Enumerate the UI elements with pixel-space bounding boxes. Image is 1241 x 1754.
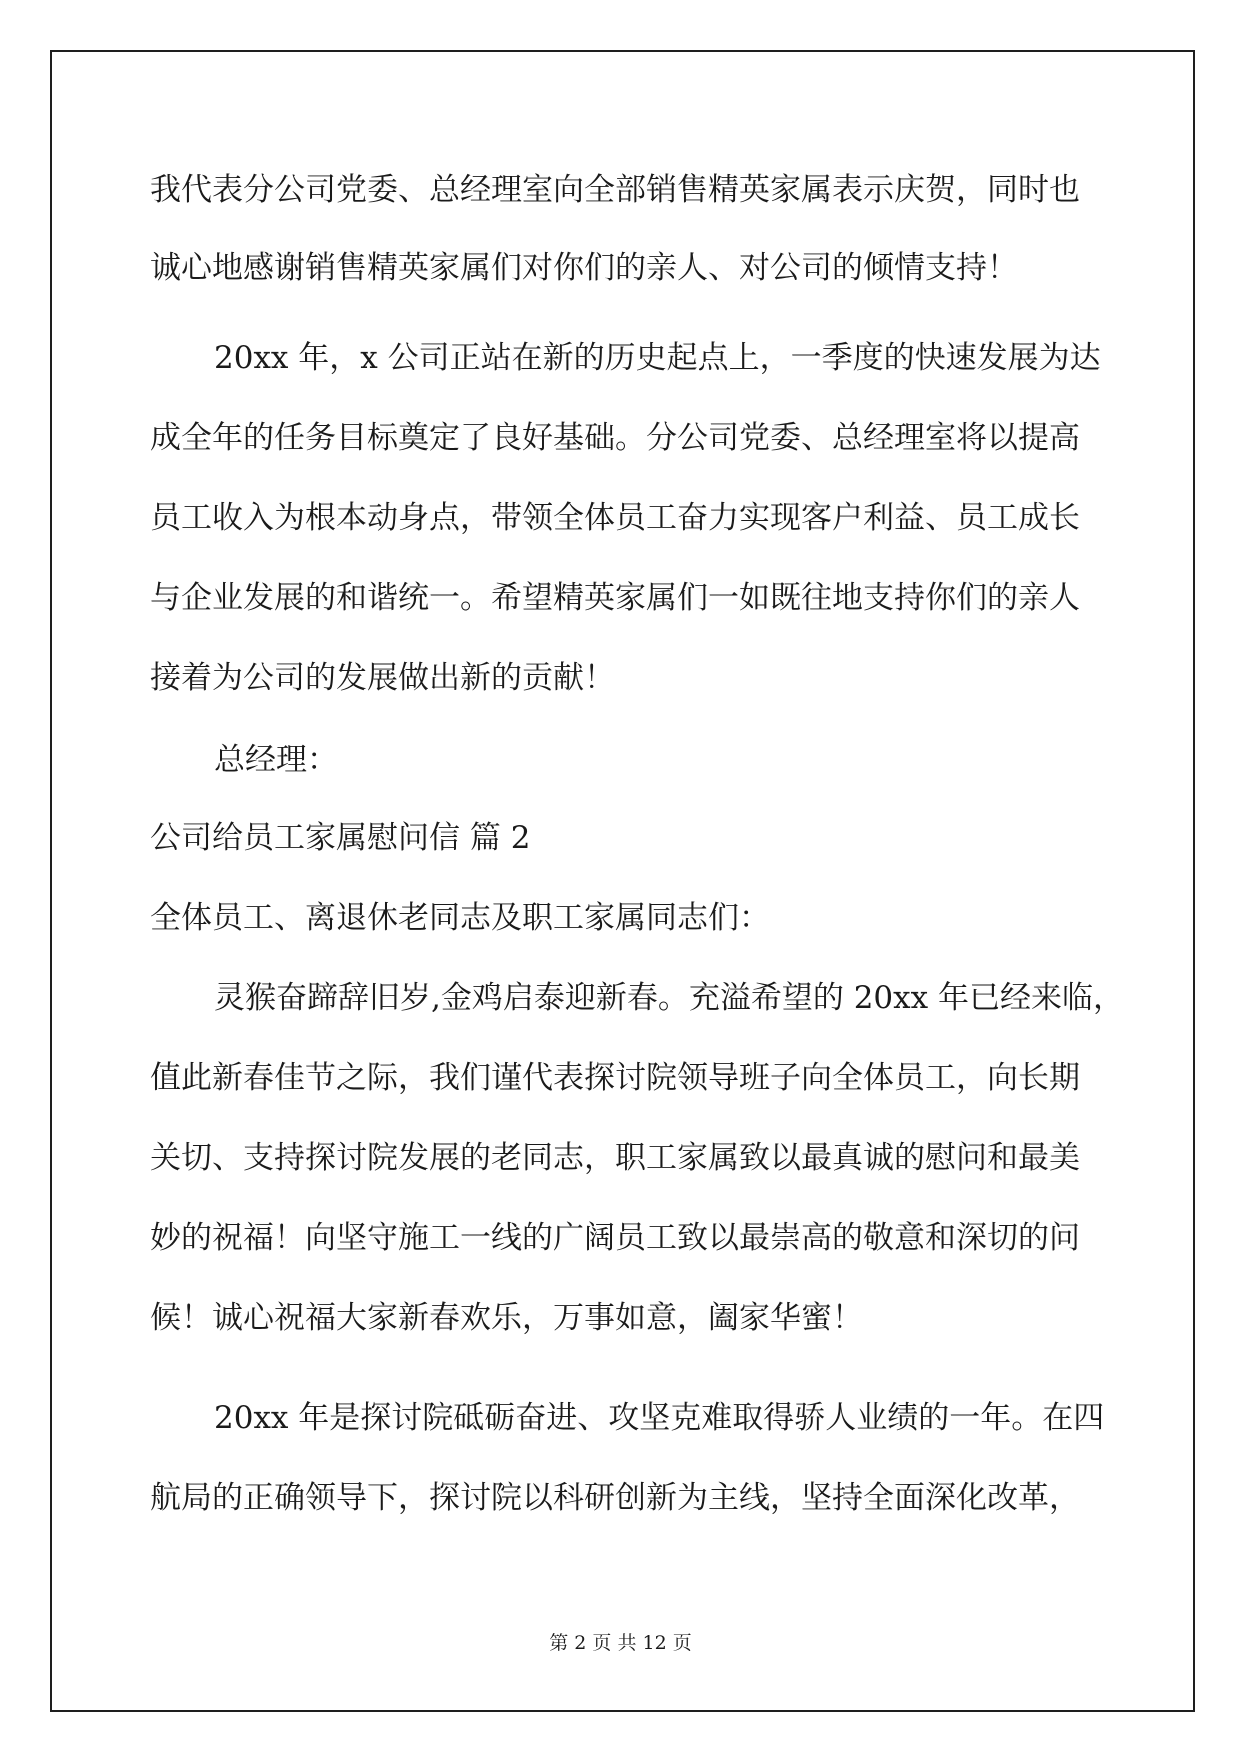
body-text-line: 接着为公司的发展做出新的贡献！: [150, 660, 615, 696]
body-text-line: 与企业发展的和谐统一。希望精英家属们一如既往地支持你们的亲人: [150, 580, 1080, 616]
page-border: [50, 50, 1195, 1712]
paragraph-start-line: 20xx 年，x 公司正站在新的历史起点上，一季度的快速发展为达: [214, 340, 1101, 376]
signature-line: 总经理：: [214, 742, 338, 778]
body-text-line: 关切、支持探讨院发展的老同志，职工家属致以最真诚的慰问和最美: [150, 1140, 1080, 1176]
body-text-line: 诚心地感谢销售精英家属们对你们的亲人、对公司的倾情支持！: [150, 250, 1018, 286]
section-heading: 公司给员工家属慰问信 篇 2: [150, 820, 531, 856]
body-text-line: 我代表分公司党委、总经理室向全部销售精英家属表示庆贺，同时也: [150, 172, 1080, 208]
salutation-line: 全体员工、离退休老同志及职工家属同志们：: [150, 900, 770, 936]
body-text-line: 候！诚心祝福大家新春欢乐，万事如意，阖家华蜜！: [150, 1300, 863, 1336]
body-text-line: 成全年的任务目标奠定了良好基础。分公司党委、总经理室将以提高: [150, 420, 1080, 456]
paragraph-start-line: 20xx 年是探讨院砥砺奋进、攻坚克难取得骄人业绩的一年。在四: [214, 1400, 1105, 1436]
paragraph-start-line: 灵猴奋蹄辞旧岁,金鸡启泰迎新春。充溢希望的 20xx 年已经来临，: [214, 980, 1124, 1016]
body-text-line: 航局的正确领导下，探讨院以科研创新为主线，坚持全面深化改革，: [150, 1480, 1080, 1516]
body-text-line: 值此新春佳节之际，我们谨代表探讨院领导班子向全体员工，向长期: [150, 1060, 1080, 1096]
page-number-footer: 第 2 页 共 12 页: [549, 1632, 692, 1654]
body-text-line: 员工收入为根本动身点，带领全体员工奋力实现客户利益、员工成长: [150, 500, 1080, 536]
body-text-line: 妙的祝福！向坚守施工一线的广阔员工致以最崇高的敬意和深切的问: [150, 1220, 1080, 1256]
